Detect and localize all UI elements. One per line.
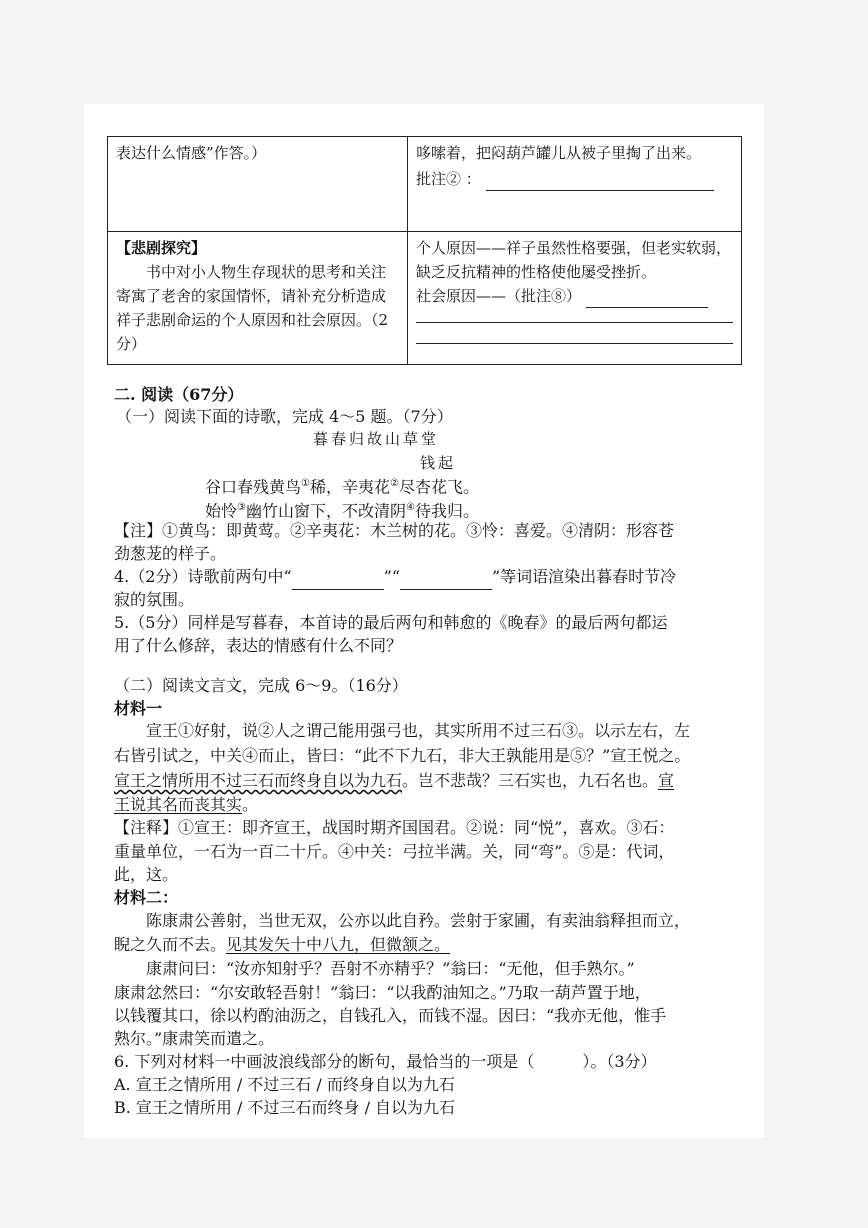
- note-mark: ②: [390, 478, 399, 489]
- question-text: 4.（2分）诗歌前两句中“: [114, 567, 292, 586]
- poem-text: 幽竹山窗下，不改清阴: [245, 501, 406, 521]
- note-label: 批注② ：: [416, 170, 481, 188]
- material-1-line: 宣王①好射，说②人之谓己能用强弓也，其实所用不过三石③。以示左右，左: [146, 721, 691, 740]
- social-label: 社会原因——（批注⑧）: [416, 287, 582, 305]
- row2-social-line: [416, 284, 733, 308]
- row2-personal-reason: 个人原因——祥子虽然性格要强，但老实软弱，缺乏反抗精神的性格使他屡受挫折。: [416, 239, 732, 281]
- poem-note-line: 劲葱茏的样子。: [114, 544, 227, 563]
- question-text: ”“: [383, 567, 400, 586]
- poem-text: 待我归。: [414, 501, 479, 521]
- question-5-line2: 用了什么修辞，表达的情感有什么不同？: [114, 636, 403, 655]
- poem-text: 稀，辛夷花: [309, 477, 390, 497]
- wavy-underlined-text: 宣王之情所用不过三石而终身自以为九石: [114, 771, 403, 790]
- material-text: 。岂不悲哉？三石实也，九石名也。: [402, 771, 659, 790]
- question-4-line2: 寂的氛围。: [114, 590, 195, 609]
- note-mark: ③: [237, 502, 246, 513]
- material-text: 。: [242, 795, 259, 814]
- material-2-line: 以钱覆其口，徐以杓酌油沥之，自钱孔入，而钱不湿。因曰：“我亦无他，惟手: [114, 1006, 667, 1025]
- table-cell: [108, 137, 408, 232]
- annotation-table: [107, 136, 742, 365]
- material-2-line: 陈康肃公善射，当世无双，公亦以此自矜。尝射于家圃，有卖油翁释担而立，: [146, 911, 691, 930]
- question-5: 5.（5分）同样是写暮春，本首诗的最后两句和韩愈的《晚春》的最后两句都运: [114, 613, 668, 632]
- gloss-line: 【注释】①宣王：即齐宣王，战国时期齐国国君。②说：同“悦”，喜欢。③石：: [114, 818, 675, 837]
- question-4: [114, 564, 676, 590]
- underlined-text: 见其发矢十中八九，但微颔之。: [226, 935, 451, 954]
- poem-title: 暮春归故山草堂: [313, 430, 440, 448]
- material-2-line: 康肃问曰：“汝亦知射乎？吾射不亦精乎？”翁曰：“无他，但手熟尔。”: [146, 959, 635, 978]
- section-title: 二. 阅读（67分）: [114, 385, 244, 404]
- note-mark: ①: [301, 478, 310, 489]
- poem-text: 谷口春残黄鸟: [205, 477, 302, 497]
- question-6: 6. 下列对材料一中画波浪线部分的断句，最恰当的一项是（ ）。（3分）: [114, 1052, 657, 1071]
- material-2-title: 材料二：: [114, 888, 179, 907]
- row1-right-text: 哆嗦着，把闷葫芦罐儿从被子里掏了出来。: [416, 144, 702, 162]
- poem-text: 尽杏花飞。: [398, 477, 479, 497]
- answer-blank[interactable]: [292, 589, 384, 590]
- answer-blank[interactable]: [586, 307, 708, 308]
- answer-blank[interactable]: [400, 589, 492, 590]
- part1-intro: （一）阅读下面的诗歌，完成 4～5 题。（7分）: [116, 407, 453, 426]
- material-1-title: 材料一: [114, 699, 163, 718]
- table-row: [108, 137, 742, 232]
- gloss-line: 此，这。: [114, 865, 179, 884]
- poem-note-line: 【注】①黄鸟：即黄莺。②辛夷花：木兰树的花。③怜：喜爱。④清阴：形容苍: [114, 521, 675, 540]
- gloss-line: 重量单位，一石为一百二十斤。④中关：弓拉半满。关，同“弯”。⑤是：代词，: [114, 842, 675, 861]
- note-mark: ④: [406, 502, 415, 513]
- material-2-line: 康肃忿然曰：“尔安敢轻吾射！”翁曰：“以我酌油知之。”乃取一葫芦置于地，: [114, 983, 651, 1002]
- answer-blank[interactable]: [486, 190, 714, 191]
- part2-intro: （二）阅读文言文，完成 6～9。（16分）: [114, 676, 408, 695]
- row1-note-line: [416, 167, 733, 191]
- underlined-text: 宣: [658, 771, 675, 790]
- answer-line[interactable]: [416, 308, 733, 323]
- table-cell: [108, 232, 408, 365]
- table-cell: [408, 137, 742, 232]
- poem-author: 钱起: [420, 454, 457, 472]
- underlined-text: 王说其名而丧其实: [114, 795, 243, 814]
- table-row: [108, 232, 742, 365]
- row2-left-title: 【悲剧探究】: [116, 239, 207, 257]
- table-cell: [408, 232, 742, 365]
- option-b[interactable]: B. 宣王之情所用 / 不过三石而终身 / 自以为九石: [114, 1098, 456, 1117]
- material-text: 睨之久而不去。: [114, 935, 227, 954]
- material-1-line: [114, 768, 674, 794]
- row1-left-text: 表达什么情感”作答。）: [116, 144, 267, 162]
- question-text: ”等词语渲染出暮春时节冷: [492, 567, 677, 586]
- row2-left-body: 书中对小人物生存现状的思考和关注寄寓了老舍的家国情怀，请补充分析造成祥子悲剧命运的个人原因和社会原因。（2分）: [116, 263, 389, 353]
- poem-text: 始怜: [205, 501, 238, 521]
- option-a[interactable]: A. 宣王之情所用 / 不过三石 / 而终身自以为九石: [114, 1075, 455, 1094]
- material-1-line: 右皆引试之，中关④而止，皆曰：“此不下九石，非大王孰能用是⑤？”宣王悦之。: [114, 746, 691, 765]
- material-2-line: 熟尔。”康肃笑而遣之。: [114, 1029, 275, 1048]
- answer-line[interactable]: [416, 329, 733, 344]
- material-2-line: [114, 932, 450, 958]
